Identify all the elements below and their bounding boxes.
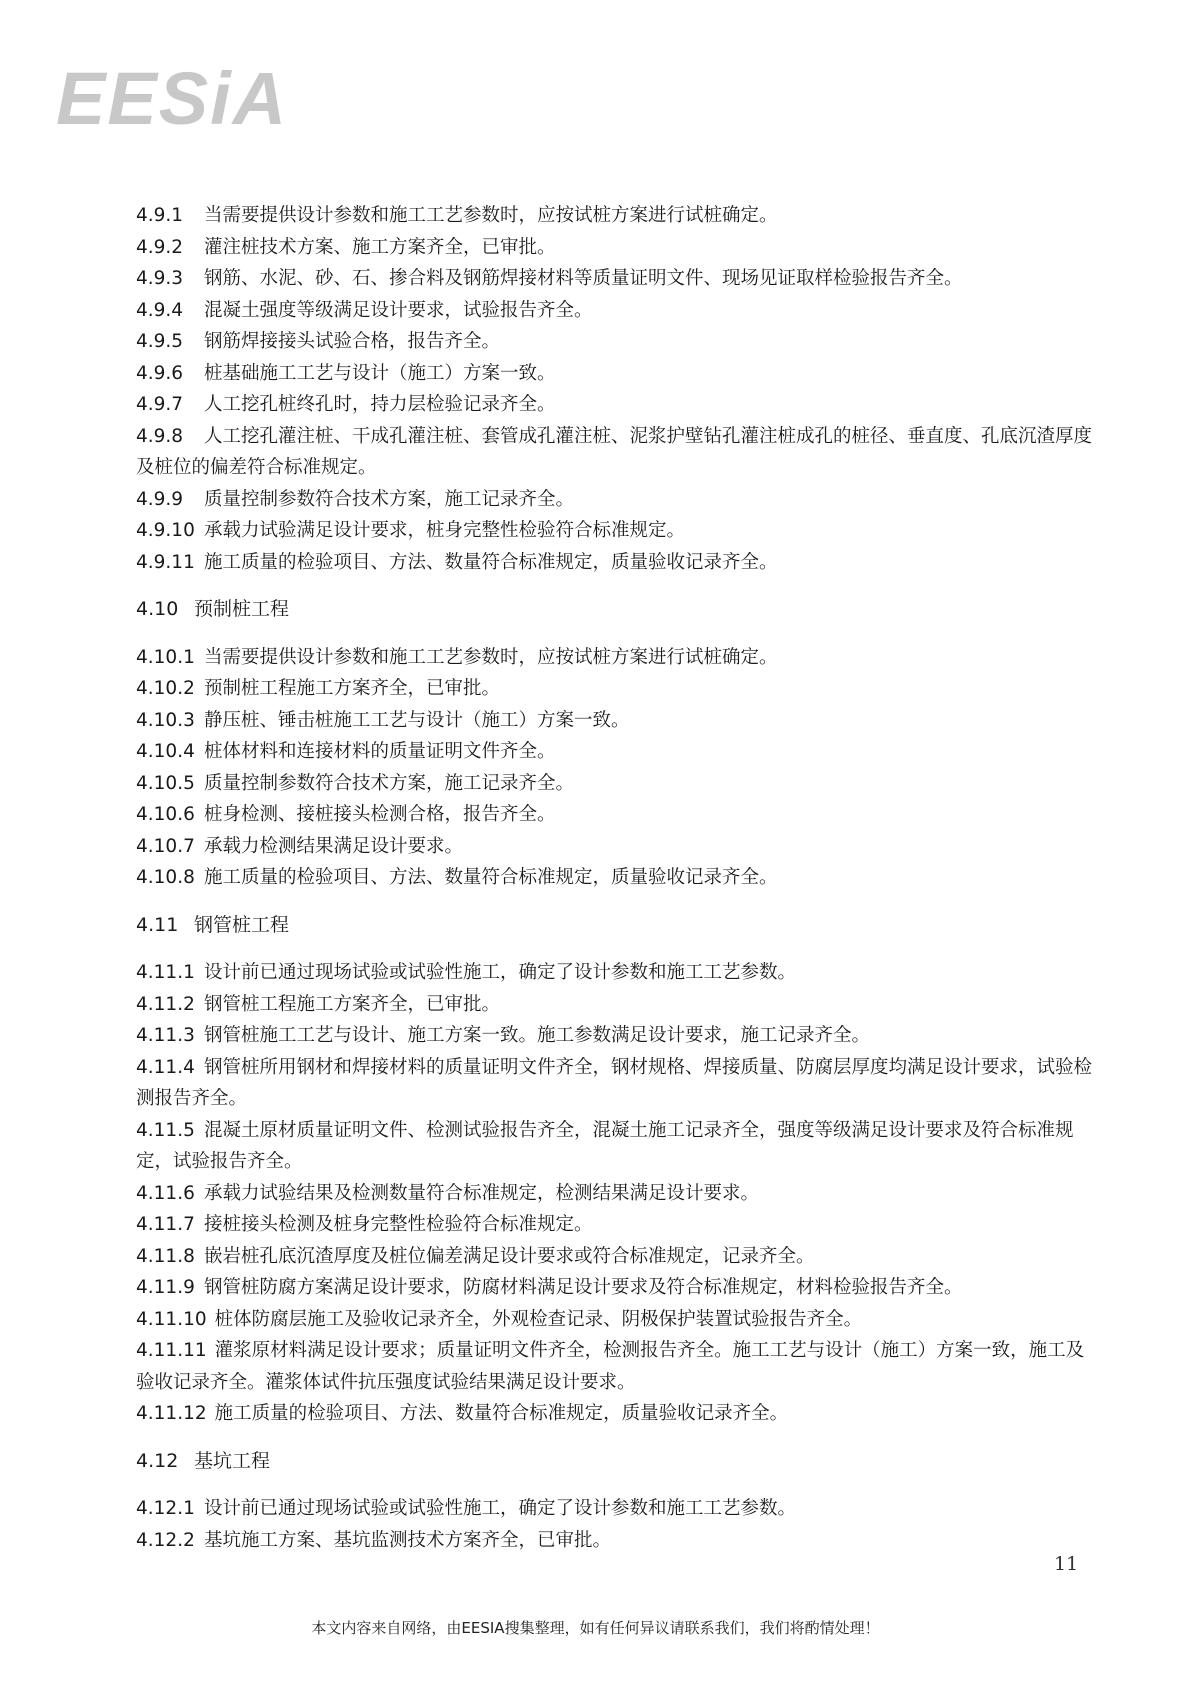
clause-number: 4.11.5	[136, 1119, 195, 1141]
clause-number: 4.9.8	[136, 425, 184, 447]
clause-number: 4.10.8	[136, 867, 195, 888]
clause-item	[136, 295, 1096, 327]
clause-number: 4.12.2	[136, 1529, 195, 1551]
logo-graphic	[56, 56, 296, 136]
clause-number: 4.9.9	[136, 488, 184, 510]
clause-text: 钢管桩工程施工方案齐全，已审批。	[204, 993, 501, 1015]
clause-text: 承载力试验满足设计要求，桩身完整性检验符合标准规定。	[204, 520, 686, 541]
clause-text: 钢管桩施工工艺与设计、施工方案一致。施工参数满足设计要求，施工记录齐全。	[204, 1025, 871, 1046]
clause-item	[136, 1493, 1096, 1525]
clause-text: 设计前已通过现场试验或试验性施工，确定了设计参数和施工工艺参数。	[204, 1498, 797, 1519]
clause-item	[136, 547, 1096, 579]
clause-item	[136, 326, 1096, 358]
clause-text: 混凝土原材质量证明文件、检测试验报告齐全，混凝土施工记录齐全，强度等级满足设计要求及符合标准规定，试验报告齐全。	[136, 1119, 1074, 1172]
clause-number: 4.9.5	[136, 331, 184, 352]
section-title: 钢管桩工程	[194, 913, 290, 936]
clause-item	[136, 642, 1096, 674]
clause-number: 4.9.6	[136, 362, 184, 384]
section-title: 基坑工程	[194, 1449, 271, 1472]
clause-number: 4.11.4	[136, 1056, 195, 1078]
clause-text: 人工挖孔灌注桩、干成孔灌注桩、套管成孔灌注桩、泥浆护壁钻孔灌注桩成孔的桩径、垂直度、孔底沉渣厚度及桩位的偏差符合标准规定。	[136, 425, 1093, 478]
clause-item	[136, 705, 1096, 737]
clause-number: 4.11.12	[136, 1403, 207, 1424]
clause-text: 基坑施工方案、基坑监测技术方案齐全，已审批。	[204, 1529, 612, 1551]
clause-item	[136, 200, 1096, 232]
clause-number: 4.9.2	[136, 236, 184, 258]
section-number: 4.11	[136, 913, 179, 936]
clause-item	[136, 358, 1096, 390]
clause-item	[136, 263, 1096, 295]
clause-text: 嵌岩桩孔底沉渣厚度及桩位偏差满足设计要求或符合标准规定，记录齐全。	[204, 1245, 815, 1267]
clause-text: 桩基础施工工艺与设计（施工）方案一致。	[204, 362, 556, 384]
clause-number: 4.11.11	[136, 1340, 207, 1361]
clause-item	[136, 1209, 1096, 1241]
clause-item	[136, 389, 1096, 421]
eesia-logo	[56, 56, 296, 136]
clause-number: 4.9.4	[136, 299, 184, 321]
clause-item	[136, 1398, 1096, 1430]
clause-text: 桩身检测、接桩接头检测合格，报告齐全。	[204, 804, 556, 825]
clause-text: 桩体材料和连接材料的质量证明文件齐全。	[204, 741, 556, 762]
clause-item	[136, 768, 1096, 800]
clause-text: 承载力试验结果及检测数量符合标准规定，检测结果满足设计要求。	[204, 1182, 760, 1204]
logo-text: EESiA	[56, 57, 289, 136]
clause-text: 灌注桩技术方案、施工方案齐全，已审批。	[204, 236, 556, 258]
clause-item	[136, 1052, 1096, 1115]
clause-item	[136, 484, 1096, 516]
clause-number: 4.9.10	[136, 520, 195, 541]
clause-number: 4.11.8	[136, 1245, 195, 1267]
clause-text: 混凝土强度等级满足设计要求，试验报告齐全。	[204, 299, 593, 321]
clause-text: 质量控制参数符合技术方案，施工记录齐全。	[204, 772, 575, 794]
clause-number: 4.10.6	[136, 804, 195, 825]
clause-text: 钢筋、水泥、砂、石、掺合料及钢筋焊接材料等质量证明文件、现场见证取样检验报告齐全。	[204, 268, 963, 289]
clause-text: 施工质量的检验项目、方法、数量符合标准规定，质量验收记录齐全。	[214, 1403, 789, 1424]
clause-text: 钢管桩所用钢材和焊接材料的质量证明文件齐全，钢材规格、焊接质量、防腐层厚度均满足设计要求，试验检测报告齐全。	[136, 1056, 1093, 1109]
clause-item	[136, 1272, 1096, 1304]
clause-text: 当需要提供设计参数和施工工艺参数时，应按试桩方案进行试桩确定。	[204, 646, 778, 668]
clause-item	[136, 957, 1096, 989]
clause-item	[136, 421, 1096, 484]
clause-item	[136, 232, 1096, 264]
clause-text: 承载力检测结果满足设计要求。	[204, 835, 464, 857]
clause-number: 4.9.3	[136, 268, 184, 289]
clause-number: 4.10.1	[136, 646, 195, 668]
clause-item	[136, 862, 1096, 894]
clause-text: 当需要提供设计参数和施工工艺参数时，应按试桩方案进行试桩确定。	[204, 205, 778, 226]
clause-text: 静压桩、锤击桩施工工艺与设计（施工）方案一致。	[204, 709, 630, 731]
section-heading	[136, 910, 1096, 942]
clause-item	[136, 1525, 1096, 1557]
clause-item	[136, 831, 1096, 863]
clause-text: 钢筋焊接接头试验合格，报告齐全。	[204, 331, 501, 352]
section-heading	[136, 594, 1096, 626]
clause-item	[136, 736, 1096, 768]
clause-number: 4.9.7	[136, 394, 184, 415]
section-heading	[136, 1446, 1096, 1478]
clause-text: 施工质量的检验项目、方法、数量符合标准规定，质量验收记录齐全。	[204, 551, 778, 573]
clause-item	[136, 515, 1096, 547]
clause-item	[136, 1304, 1096, 1336]
clause-number: 4.11.9	[136, 1277, 195, 1298]
clause-number: 4.10.2	[136, 678, 195, 699]
clause-item	[136, 989, 1096, 1021]
clause-item	[136, 1241, 1096, 1273]
clause-number: 4.11.1	[136, 962, 195, 983]
clause-text: 灌浆原材料满足设计要求；质量证明文件齐全，检测报告齐全。施工工艺与设计（施工）方案一致，施工及验收记录齐全。灌浆体试件抗压强度试验结果满足设计要求。	[136, 1340, 1085, 1393]
clause-text: 接桩接头检测及桩身完整性检验符合标准规定。	[204, 1214, 593, 1235]
footer-note: 本文内容来自网络，由EESIA搜集整理，如有任何异议请联系我们，我们将酌情处理！	[311, 1619, 880, 1637]
clause-item	[136, 673, 1096, 705]
clause-number: 4.11.10	[136, 1308, 207, 1330]
clause-number: 4.11.7	[136, 1214, 195, 1235]
clause-item	[136, 1020, 1096, 1052]
page-number: 11	[1054, 1553, 1079, 1575]
clause-item	[136, 1115, 1096, 1178]
section-number: 4.10	[136, 598, 179, 620]
clause-item	[136, 1178, 1096, 1210]
clause-item	[136, 799, 1096, 831]
clause-number: 4.11.6	[136, 1182, 195, 1204]
document-body	[136, 200, 1096, 1556]
section-number: 4.12	[136, 1449, 179, 1472]
clause-text: 预制桩工程施工方案齐全，已审批。	[204, 678, 501, 699]
section-title: 预制桩工程	[194, 598, 290, 620]
clause-number: 4.11.2	[136, 993, 195, 1015]
clause-number: 4.11.3	[136, 1025, 195, 1046]
clause-text: 质量控制参数符合技术方案，施工记录齐全。	[204, 488, 575, 510]
clause-text: 钢管桩防腐方案满足设计要求，防腐材料满足设计要求及符合标准规定，材料检验报告齐全。	[204, 1277, 963, 1298]
clause-number: 4.9.11	[136, 551, 195, 573]
clause-number: 4.10.4	[136, 741, 195, 762]
clause-text: 设计前已通过现场试验或试验性施工，确定了设计参数和施工工艺参数。	[204, 962, 797, 983]
clause-number: 4.10.3	[136, 709, 195, 731]
clause-number: 4.10.5	[136, 772, 195, 794]
clause-number: 4.9.1	[136, 205, 184, 226]
clause-number: 4.12.1	[136, 1498, 195, 1519]
clause-number: 4.10.7	[136, 835, 195, 857]
clause-text: 桩体防腐层施工及验收记录齐全，外观检查记录、阴极保护装置试验报告齐全。	[214, 1308, 863, 1330]
clause-text: 人工挖孔桩终孔时，持力层检验记录齐全。	[204, 394, 556, 415]
clause-text: 施工质量的检验项目、方法、数量符合标准规定，质量验收记录齐全。	[204, 867, 778, 888]
clause-item	[136, 1335, 1096, 1398]
